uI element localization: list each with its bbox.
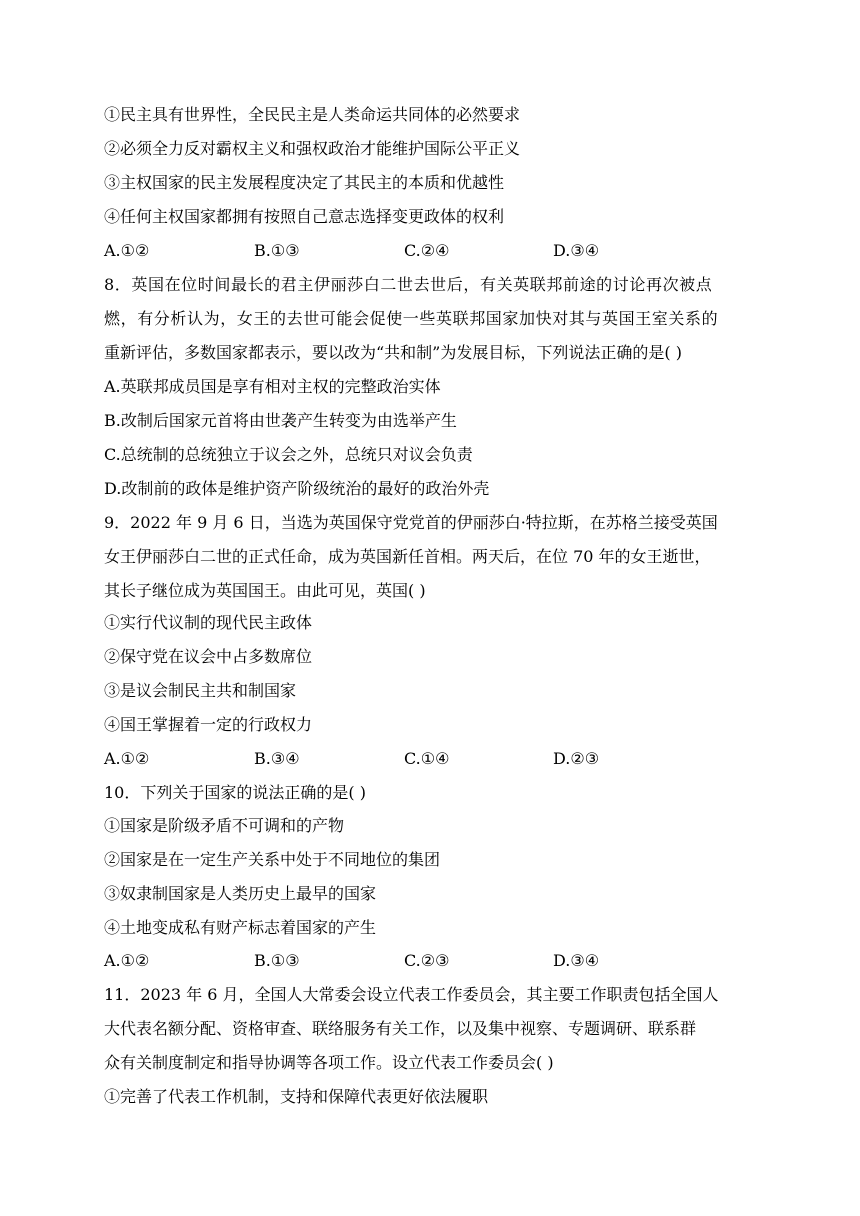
q10-option-b: B.①③ (254, 951, 300, 970)
q7-statement-1: ①民主具有世界性，全民民主是人类命运共同体的必然要求 (104, 105, 521, 124)
q11-stem-line-1: 11．2023 年 6 月，全国人大常委会设立代表工作委员会，其主要工作职责包括全国人 (104, 985, 719, 1004)
q8-option-b: B.改制后国家元首将由世袭产生转变为由选举产生 (104, 411, 457, 430)
q7-option-a: A.①② (104, 241, 150, 260)
q8-option-d: D.改制前的政体是维护资产阶级统治的最好的政治外壳 (104, 479, 490, 498)
q10-statement-3: ③奴隶制国家是人类历史上最早的国家 (104, 884, 377, 903)
q7-statement-2: ②必须全力反对霸权主义和强权政治才能维护国际公平正义 (104, 139, 521, 158)
q7-option-c: C.②④ (404, 241, 450, 260)
q7-statement-4: ④任何主权国家都拥有按照自己意志选择变更政体的权利 (104, 207, 505, 226)
q9-stem-line-2: 女王伊丽莎白二世的正式任命，成为英国新任首相。两天后，在位 70 年的女王逝世， (104, 547, 711, 566)
q9-statement-1: ①实行代议制的现代民主政体 (104, 613, 313, 632)
q9-option-a: A.①② (104, 749, 150, 768)
q10-option-c: C.②③ (404, 951, 450, 970)
q11-statement-1: ①完善了代表工作机制，支持和保障代表更好依法履职 (104, 1087, 489, 1106)
q10-statement-1: ①国家是阶级矛盾不可调和的产物 (104, 816, 345, 835)
q9-option-b: B.③④ (254, 749, 300, 768)
q9-statement-4: ④国王掌握着一定的行政权力 (104, 715, 313, 734)
q10-statement-2: ②国家是在一定生产关系中处于不同地位的集团 (104, 850, 441, 869)
q11-stem-line-2: 大代表名额分配、资格审查、联络服务有关工作，以及集中视察、专题调研、联系群 (104, 1019, 697, 1038)
q8-option-c: C.总统制的总统独立于议会之外，总统只对议会负责 (104, 445, 473, 464)
q10-stem: 10．下列关于国家的说法正确的是( ) (104, 783, 366, 802)
q10-statement-4: ④土地变成私有财产标志着国家的产生 (104, 918, 377, 937)
q11-stem-line-3: 众有关制度制定和指导协调等各项工作。设立代表工作委员会( ) (104, 1053, 554, 1072)
q10-option-a: A.①② (104, 951, 150, 970)
q7-option-b: B.①③ (254, 241, 300, 260)
q9-statement-2: ②保守党在议会中占多数席位 (104, 647, 313, 666)
q9-statement-3: ③是议会制民主共和制国家 (104, 681, 297, 700)
q10-option-d: D.③④ (553, 951, 600, 970)
q8-stem-line-1: 8．英国在位时间最长的君主伊丽莎白二世去世后，有关英联邦前途的讨论再次被点 (104, 275, 713, 294)
q8-stem-line-3: 重新评估，多数国家都表示，要以改为“共和制”为发展目标，下列说法正确的是( ) (104, 343, 682, 362)
q7-statement-3: ③主权国家的民主发展程度决定了其民主的本质和优越性 (104, 173, 505, 192)
q7-option-d: D.③④ (553, 241, 600, 260)
q9-option-c: C.①④ (404, 749, 450, 768)
q9-stem-line-3: 其长子继位成为英国国王。由此可见，英国( ) (104, 581, 426, 600)
q8-stem-line-2: 燃，有分析认为，女王的去世可能会促使一些英联邦国家加快对其与英国王室关系的 (104, 309, 719, 328)
q8-option-a: A.英联邦成员国是享有相对主权的完整政治实体 (104, 377, 441, 396)
q9-stem-line-1: 9．2022 年 9 月 6 日，当选为英国保守党党首的伊丽莎白·特拉斯，在苏格兰接受英国 (104, 513, 718, 532)
q9-option-d: D.②③ (553, 749, 600, 768)
